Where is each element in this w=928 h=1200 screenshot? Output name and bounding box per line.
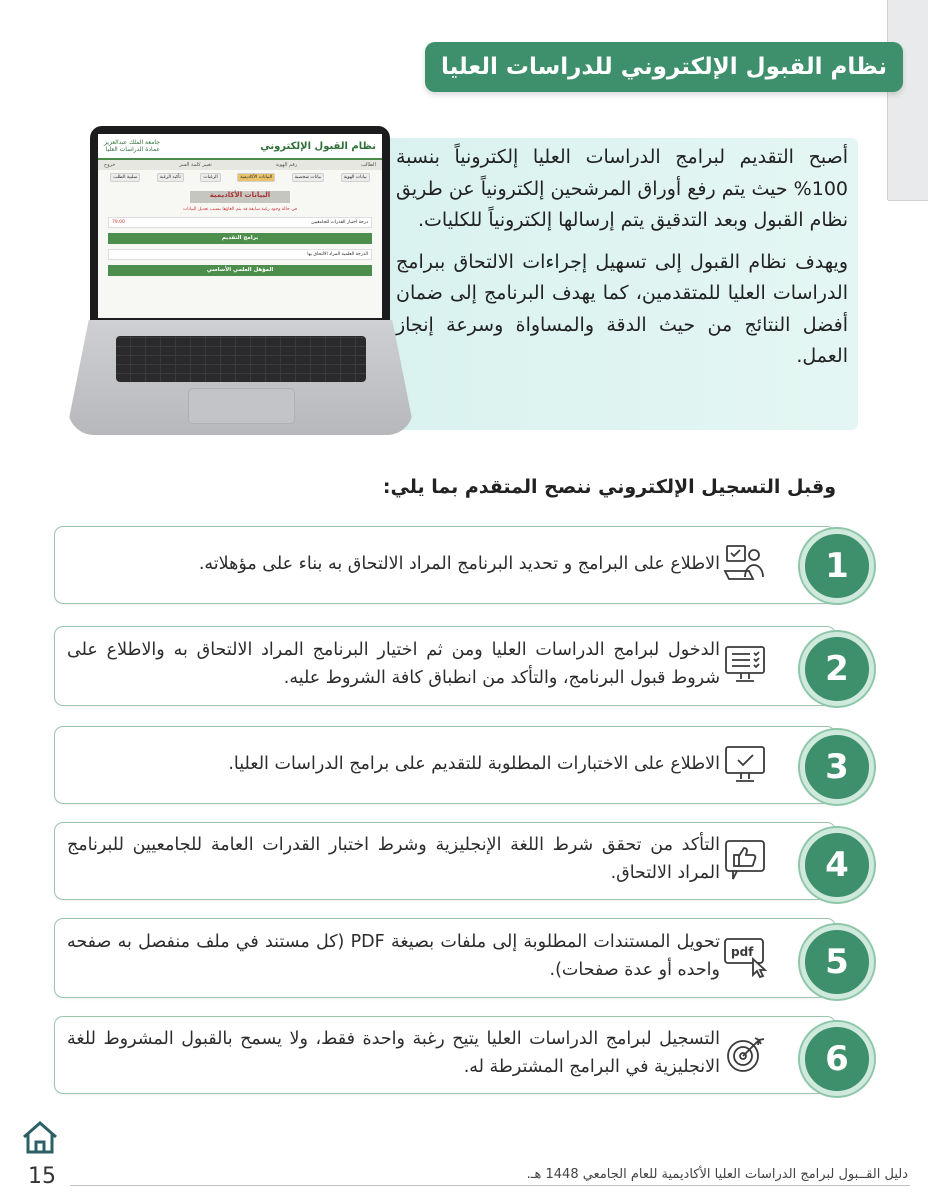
laptop-screen: [98, 134, 382, 318]
svg-text:pdf: pdf: [731, 945, 754, 959]
thumbs-up-icon: [723, 838, 767, 882]
advice-item-2: [54, 626, 836, 706]
advice-text-1: الاطلاع على البرامج و تحديد البرنامج المراد الالتحاق به بناء على مؤهلاته.: [198, 554, 720, 574]
screen-exam-row: [108, 217, 372, 228]
university-name: جامعة الملك عبدالعزيز: [104, 139, 160, 146]
screen-nav-user: الطالب: [361, 162, 376, 168]
screen-step-active: البيانات الأكاديمية: [237, 173, 275, 182]
footer-guide-title: دليل القــبول لبرامج الدراسات العليا الأكاديمية للعام الجامعي 1448 هـ.: [526, 1167, 908, 1182]
home-icon[interactable]: [20, 1118, 60, 1158]
laptop-illustration: [68, 122, 413, 440]
advice-text-4: التأكد من تحقق شرط اللغة الإنجليزية وشرط اختبار القدرات العامة للجامعيين للبرنامج المراد الالتحاق.: [67, 835, 720, 883]
screen-program-bar: برامج التقديم: [108, 233, 372, 244]
screen-nav-password: تغيير كلمة السر: [179, 162, 212, 168]
page-number: 15: [28, 1164, 56, 1189]
advice-text-2: الدخول لبرامج الدراسات العليا ومن ثم اختيار البرنامج المراد الالتحاق به والاطلاع على شروط قبول البرنامج، والتأكد من انطباق كافة الشروط عليه.: [67, 640, 720, 688]
monitor-list-icon: [723, 643, 767, 687]
intro-text: [396, 142, 848, 383]
screen-nav-logout: خروج: [104, 162, 116, 168]
pdf-file-icon: [723, 935, 767, 979]
screen-program-row: الدرجة العلمية المراد الالتحاق بها: [108, 249, 372, 260]
advice-text-5: تحويل المستندات المطلوبة إلى ملفات بصيغة PDF (كل مستند في ملف منفصل به صفحه واحده أو عدة صفحات).: [67, 932, 720, 980]
title-banner: [425, 42, 903, 92]
footer-divider: [70, 1185, 910, 1186]
screen-steps: [98, 170, 382, 185]
step-number-5: 5: [800, 925, 874, 999]
target-icon: [723, 1032, 767, 1076]
advice-item-3: [54, 726, 836, 804]
advice-item-4: [54, 822, 836, 900]
laptop-lid: [90, 126, 390, 322]
exam-score: 79.00: [112, 220, 125, 225]
laptop-keyboard: [116, 336, 366, 382]
monitor-check-icon: [723, 742, 767, 786]
intro-paragraph-2: ويهدف نظام القبول إلى تسهيل إجراءات الالتحاق ببرامج الدراسات العليا للمتقدمين، كما يهدف البرنامج إلى ضمان أفضل النتائج من حيث الدقة والمساواة وسرعة إنجاز العمل.: [396, 250, 848, 367]
advice-text-6: التسجيل لبرامج الدراسات العليا يتيح رغبة واحدة فقط، ولا يسمح بالقبول المشروط للغة الانجليزية في البرامج المشترطة له.: [67, 1029, 720, 1077]
step-number-1: 1: [800, 529, 874, 603]
advice-item-1: [54, 526, 836, 604]
step-number-6: 6: [800, 1022, 874, 1096]
screen-system-title: نظام القبول الإلكتروني: [260, 140, 376, 152]
screen-header: [98, 134, 382, 160]
screen-section-heading: البيانات الأكاديمية: [190, 191, 290, 203]
advice-item-6: [54, 1016, 836, 1094]
laptop-trackpad: [188, 388, 295, 424]
screen-step: بيانات الهوية: [341, 173, 370, 182]
advice-text-3: الاطلاع على الاختبارات المطلوبة للتقديم على برامج الدراسات العليا.: [228, 754, 720, 774]
person-checklist-icon: [723, 541, 767, 585]
deanship-name: عمادة الدراسات العليا: [105, 146, 160, 153]
advice-item-5: [54, 918, 836, 998]
page-corner-tab: [887, 0, 928, 200]
exam-label: درجة اختبار القدرات للجامعيين: [311, 220, 368, 225]
page-title: نظام القبول الإلكتروني للدراسات العليا: [440, 54, 888, 80]
screen-note: في حالة وجود رغبة سابقة قد يتم الغاؤها بسبب تعديل البيانات: [182, 207, 298, 212]
step-number-3: 3: [800, 730, 874, 804]
step-number-4: 4: [800, 828, 874, 902]
screen-step: الرغبات: [200, 173, 220, 182]
screen-nav: [98, 160, 382, 170]
screen-step: سلبية الطلب: [110, 173, 140, 182]
screen-qualification-bar: المؤهل العلمي الأساسي: [108, 265, 372, 276]
screen-nav-id: رقم الهوية: [275, 162, 298, 168]
advice-heading: وقبل التسجيل الإلكتروني ننصح المتقدم بما يلي:: [382, 476, 836, 498]
intro-paragraph-1: أصبح التقديم لبرامج الدراسات العليا إلكترونياً بنسبة 100% حيث يتم رفع أوراق المرشحين إلكترونياً عن طريق نظام القبول وبعد التدقيق يتم إرسالها إلكترونياً للكليات.: [396, 146, 848, 231]
screen-university: [104, 139, 160, 153]
step-number-2: 2: [800, 632, 874, 706]
screen-step: تأكيد الرغبة: [157, 173, 184, 182]
screen-step: بيانات شخصية: [292, 173, 325, 182]
